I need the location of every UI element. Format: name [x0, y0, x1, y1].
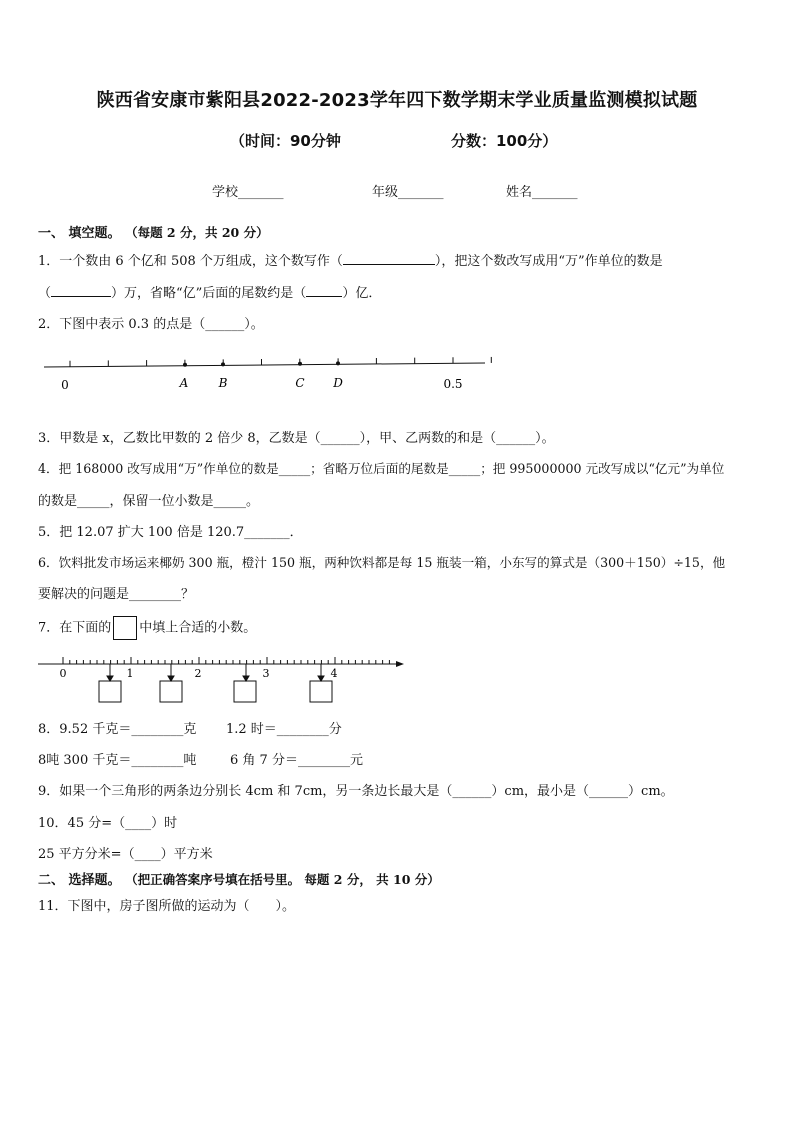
question-8-part-4: 6 角 7 分＝________元 [230, 753, 363, 768]
q1-text-b: ），把这个数改写成用“万”作单位的数是 [434, 254, 663, 269]
q1-answer-blank-1[interactable] [343, 252, 435, 265]
q1-answer-blank-3[interactable] [306, 284, 342, 297]
section-1-heading [38, 222, 269, 241]
question-9: 9．如果一个三角形的两条边分别长 4cm 和 7cm，另一条边长最大是（______）cm，最小是（______）cm。 [38, 784, 674, 799]
name-field[interactable]: 姓名_______ [506, 185, 578, 200]
arrowhead-1 [107, 676, 113, 681]
question-1-line-2 [38, 282, 381, 301]
q7-answer-boxes [99, 664, 332, 702]
q7-label-3: 3 [262, 667, 270, 680]
label-c: C [295, 376, 305, 390]
section-2-title: 二、 选择题。 [38, 873, 121, 888]
question-4-line-2: 的数是_____，保留一位小数是_____。 [38, 494, 260, 509]
label-d: D [333, 376, 343, 390]
point-b [221, 362, 225, 366]
question-11: 11．下图中，房子图所做的运动为（ ）。 [38, 899, 296, 914]
label-b: B [218, 376, 228, 390]
q7-text-after: 中填上合适的小数。 [139, 620, 257, 636]
q1-answer-blank-2[interactable] [51, 284, 111, 297]
q7-text-before: 7．在下面的 [38, 620, 112, 636]
school-field[interactable]: 学校_______ [212, 185, 284, 200]
q1-text-c: （ [38, 286, 52, 301]
grade-field[interactable]: 年级_______ [372, 185, 444, 200]
answer-box-3[interactable] [234, 681, 256, 702]
q7-ticks [63, 657, 389, 664]
question-10-line-2: 25 平方分米=（____）平方米 [38, 847, 213, 862]
exam-time: （时间：90分钟 [230, 132, 341, 150]
q7-inline-box [113, 616, 137, 640]
question-10-line-1: 10．45 分=（____）时 [38, 816, 178, 831]
question-2: 2．下图中表示 0.3 的点是（______）。 [38, 317, 264, 332]
section-1-title: 一、 填空题。 [38, 226, 121, 241]
q7-label-4: 4 [330, 667, 338, 680]
question-8-part-3: 8吨 300 千克＝________吨 [38, 753, 197, 768]
number-line-q2 [38, 350, 498, 396]
q1-text-e: ）亿． [342, 286, 382, 301]
question-8-part-2: 1.2 时＝________分 [226, 722, 342, 737]
axis-line [44, 363, 485, 367]
question-1-line-1 [38, 250, 663, 269]
arrowhead-2 [168, 676, 174, 681]
arrowhead-4 [318, 676, 324, 681]
point-d [336, 361, 340, 365]
q1-text-d: ）万，省略“亿”后面的尾数约是（ [111, 286, 307, 301]
label-a: A [179, 376, 189, 390]
question-5: 5．把 12.07 扩大 100 倍是 120.7_______． [38, 525, 303, 540]
q7-label-2: 2 [194, 667, 202, 680]
label-half: 0.5 [443, 377, 463, 391]
arrowhead-3 [243, 676, 249, 681]
number-line-q7 [36, 648, 408, 704]
section-2-heading [38, 869, 440, 888]
q7-label-0: 0 [59, 667, 67, 680]
answer-box-2[interactable] [160, 681, 182, 702]
point-a [183, 363, 187, 367]
q1-text-a: 1．一个数由 6 个亿和 508 个万组成，这个数写作（ [38, 254, 343, 269]
question-7 [38, 616, 256, 640]
question-6-line-2: 要解决的问题是________？ [38, 587, 195, 602]
page-title: 陕西省安康市紫阳县2022-2023学年四下数学期末学业质量监测模拟试题 [96, 90, 698, 111]
exam-score: 分数：100分） [451, 132, 558, 150]
question-6-line-1: 6．饮料批发市场运来椰奶 300 瓶，橙汁 150 瓶，两种饮料都是每 15 瓶装一箱，小东写的算式是（300＋150）÷15，他 [38, 555, 726, 570]
q7-label-1: 1 [126, 667, 134, 680]
point-c [298, 362, 302, 366]
answer-box-1[interactable] [99, 681, 121, 702]
section-2-note: （把正确答案序号填在括号里。 每题 2 分， 共 10 分） [125, 872, 440, 887]
question-3: 3．甲数是 x，乙数比甲数的 2 倍少 8，乙数是（______），甲、乙两数的和是（______）。 [38, 431, 555, 446]
answer-box-4[interactable] [310, 681, 332, 702]
question-8-part-1: 8．9.52 千克＝________克 [38, 722, 197, 737]
label-zero: 0 [61, 378, 69, 392]
question-4-line-1: 4．把 168000 改写成用“万”作单位的数是_____；省略万位后面的尾数是_____；把 995000000 元改写成以“亿元”为单位 [38, 461, 725, 476]
axis-arrow [396, 661, 404, 667]
section-1-note: （每题 2 分，共 20 分） [125, 225, 269, 240]
